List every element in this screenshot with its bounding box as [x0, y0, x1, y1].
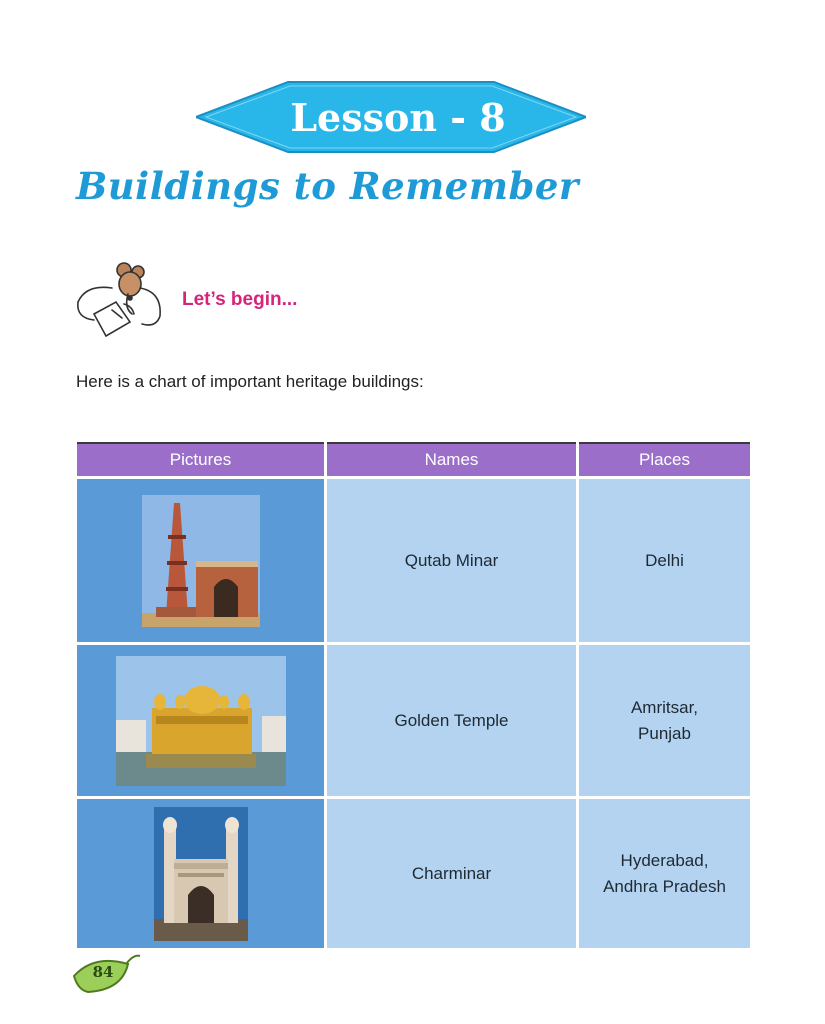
place-cell — [578, 798, 752, 950]
section-heading: Let’s begin... — [182, 289, 298, 310]
golden-temple-photo — [116, 656, 286, 786]
header-places: Places — [578, 443, 752, 478]
table-header-row — [76, 443, 752, 478]
page-number: 84 — [92, 963, 114, 981]
header-pictures: Pictures — [76, 443, 326, 478]
place-line: Andhra Pradesh — [603, 876, 726, 896]
place-line: Hyderabad, — [620, 850, 709, 870]
building-name: Golden Temple — [394, 710, 509, 730]
picture-cell — [76, 478, 326, 644]
building-name: Charminar — [411, 863, 492, 883]
qutab-minar-photo — [142, 495, 260, 627]
table-row — [76, 798, 752, 950]
place-line: Amritsar, — [630, 697, 699, 717]
name-cell — [326, 798, 578, 950]
lesson-label: Lesson - 8 — [290, 94, 506, 140]
intro-text: Here is a chart of important heritage buildings: — [76, 372, 424, 391]
header-names: Names — [326, 443, 578, 478]
mouse-reading-icon — [72, 258, 176, 340]
lesson-banner — [196, 80, 586, 154]
heritage-buildings-table — [74, 442, 753, 951]
name-cell — [326, 644, 578, 798]
charminar-photo — [154, 807, 248, 941]
page-title: Buildings to Remember — [76, 164, 579, 208]
place-cell — [578, 478, 752, 644]
place-cell — [578, 644, 752, 798]
table-row — [76, 478, 752, 644]
name-cell — [326, 478, 578, 644]
place-line: Punjab — [638, 723, 691, 743]
picture-cell — [76, 798, 326, 950]
building-name: Qutab Minar — [404, 550, 499, 570]
picture-cell — [76, 644, 326, 798]
place-line: Delhi — [645, 550, 684, 570]
table-row — [76, 644, 752, 798]
